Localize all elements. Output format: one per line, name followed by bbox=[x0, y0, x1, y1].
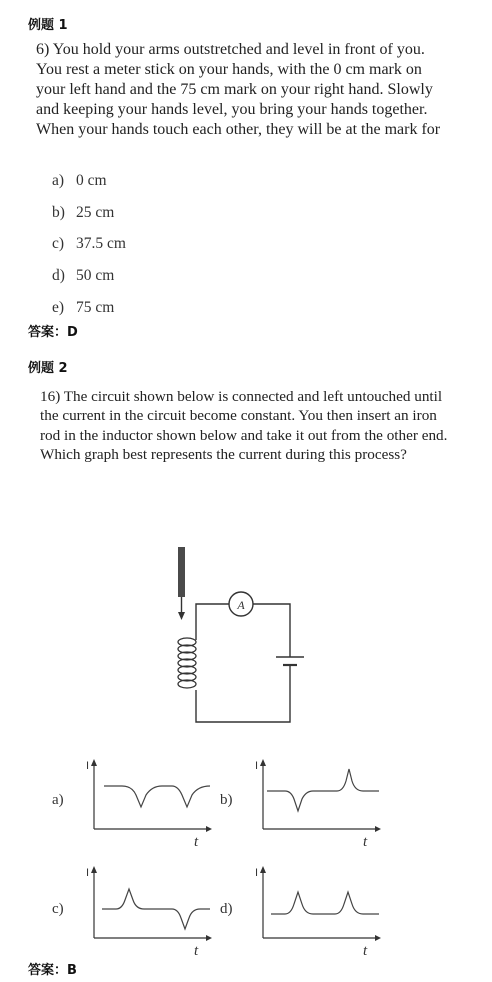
option-e-letter: e) bbox=[52, 299, 65, 316]
graph-b-x-label: t bbox=[363, 834, 368, 850]
graph-b bbox=[253, 755, 383, 850]
ammeter-label: A bbox=[237, 598, 245, 612]
option-c-text: 37.5 cm bbox=[76, 235, 126, 252]
wire-top bbox=[196, 604, 229, 640]
graph-a-x-label: t bbox=[194, 834, 199, 850]
graph-d-x-label: t bbox=[363, 943, 368, 957]
graph-a-curve bbox=[104, 786, 210, 807]
graph-c-x-label: t bbox=[194, 943, 199, 957]
option-a-text: 0 cm bbox=[76, 172, 107, 189]
question-6-text: 6) You hold your arms outstretched and level in front of you. You rest a meter stick on your hands, with the 0 cm mark on your left hand and the 75 cm mark on your right hand. Slowly and keeping your hands level, you bring your hands together. When your hands touch each other, they will be at the mark for bbox=[36, 41, 441, 138]
graph-a-letter: a) bbox=[52, 792, 64, 808]
question-16-text: 16) The circuit shown below is connected and left untouched until the current in the circuit become constant. You then insert an iron rod in the inductor shown below and take it out from the other end. Which graph best represents the current during this process? bbox=[40, 388, 448, 464]
graph-c-curve bbox=[102, 889, 210, 929]
graph-a-y-label: I bbox=[86, 760, 90, 772]
graph-b-curve bbox=[267, 769, 379, 811]
graph-d-letter: d) bbox=[220, 901, 233, 917]
wire-right-bottom bbox=[196, 665, 290, 722]
inductor-coil bbox=[178, 638, 196, 688]
example-1-answer: 答案：D bbox=[28, 325, 78, 340]
example-2-title: 例题 2 bbox=[28, 361, 68, 376]
option-d-text: 50 cm bbox=[76, 267, 115, 284]
option-b-letter: b) bbox=[52, 204, 65, 221]
example-1-title: 例题 1 bbox=[28, 18, 68, 33]
rod-arrow-head bbox=[178, 612, 185, 620]
graph-c bbox=[84, 862, 224, 957]
graph-b-letter: b) bbox=[220, 792, 233, 808]
option-c-letter: c) bbox=[52, 235, 65, 252]
graph-d-y-label: I bbox=[255, 867, 259, 879]
option-e-text: 75 cm bbox=[76, 299, 115, 316]
graph-c-y-label: I bbox=[86, 867, 90, 879]
iron-rod bbox=[178, 547, 185, 597]
option-a-letter: a) bbox=[52, 172, 65, 189]
option-d-letter: d) bbox=[52, 267, 65, 284]
graph-d bbox=[253, 862, 383, 957]
graph-d-curve bbox=[271, 892, 379, 914]
graph-b-y-label: I bbox=[255, 760, 259, 772]
graph-a bbox=[84, 755, 224, 850]
example-2-answer: 答案：B bbox=[28, 963, 77, 978]
wire-right-top bbox=[253, 604, 290, 657]
graph-c-letter: c) bbox=[52, 901, 64, 917]
option-b-text: 25 cm bbox=[76, 204, 115, 221]
